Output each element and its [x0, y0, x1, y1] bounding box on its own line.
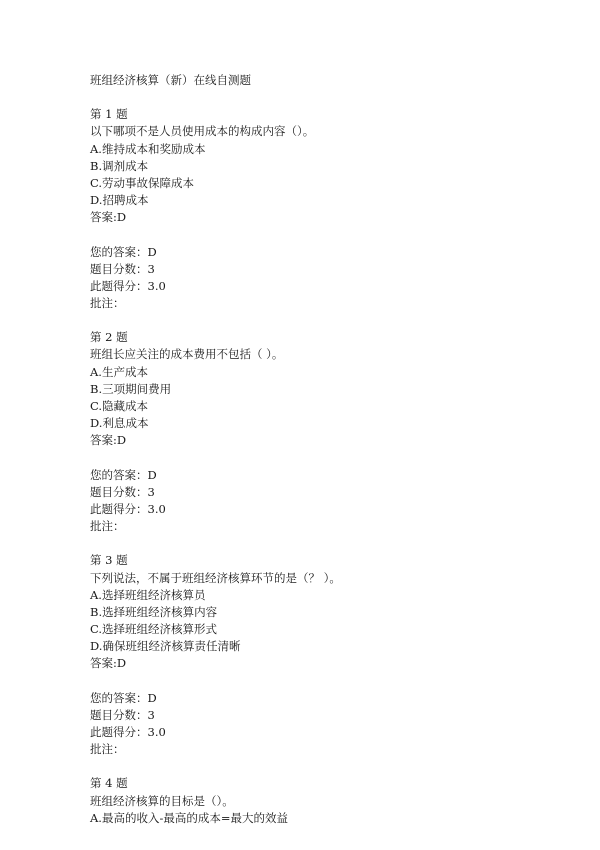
- option-a: A.维持成本和奖励成本: [90, 141, 206, 156]
- correct-answer: 答案:D: [90, 656, 127, 671]
- option-a: A.生产成本: [90, 364, 148, 379]
- question-score: 题目分数：3: [90, 261, 155, 276]
- option-d: D.利息成本: [90, 416, 149, 431]
- comment-label: 批注：: [90, 519, 125, 534]
- document-content: [90, 72, 550, 827]
- option-c: C.隐藏成本: [90, 399, 149, 413]
- comment-label: 批注：: [90, 296, 125, 311]
- option-b: B.调剂成本: [90, 158, 149, 173]
- option-d: D.确保班组经济核算责任清晰: [90, 639, 241, 654]
- correct-answer: 答案:D: [90, 210, 127, 225]
- question-header: 第 1 题: [90, 107, 128, 122]
- option-a: A.最高的收入-最高的成本=最大的效益: [90, 810, 288, 825]
- question-2: [90, 329, 550, 535]
- your-answer: 您的答案：D: [90, 467, 157, 482]
- question-score: 题目分数：3: [90, 484, 155, 499]
- option-b: B.三项期间费用: [90, 381, 172, 396]
- question-prompt: 以下哪项不是人员使用成本的构成内容（）。: [90, 124, 315, 139]
- option-a: A.选择班组经济核算员: [90, 587, 206, 602]
- option-c: C.选择班组经济核算形式: [90, 622, 218, 637]
- question-score: 题目分数：3: [90, 707, 155, 722]
- option-c: C.劳动事故保障成本: [90, 175, 195, 190]
- earned-score: 此题得分：3.0: [90, 725, 166, 739]
- question-prompt: 下列说法，不属于班组经济核算环节的是（？ ）。: [90, 570, 341, 585]
- document-title: 班组经济核算（新）在线自测题: [90, 73, 251, 87]
- earned-score: 此题得分：3.0: [90, 501, 166, 516]
- question-header: 第 3 题: [90, 553, 128, 568]
- comment-label: 批注：: [90, 742, 125, 757]
- result-block: [90, 467, 550, 536]
- your-answer: 您的答案：D: [90, 244, 157, 259]
- result-block: [90, 690, 550, 759]
- question-4: [90, 775, 550, 827]
- option-b: B.选择班组经济核算内容: [90, 604, 218, 619]
- correct-answer: 答案:D: [90, 433, 127, 448]
- result-block: [90, 244, 550, 313]
- question-prompt: 班组经济核算的目标是（）。: [90, 793, 234, 808]
- question-1: [90, 106, 550, 312]
- earned-score: 此题得分：3.0: [90, 278, 166, 293]
- question-header: 第 2 题: [90, 330, 128, 345]
- question-3: [90, 552, 550, 758]
- option-d: D.招聘成本: [90, 193, 149, 208]
- question-prompt: 班组长应关注的成本费用不包括（ ）。: [90, 347, 284, 362]
- your-answer: 您的答案：D: [90, 690, 157, 705]
- question-header: 第 4 题: [90, 776, 128, 791]
